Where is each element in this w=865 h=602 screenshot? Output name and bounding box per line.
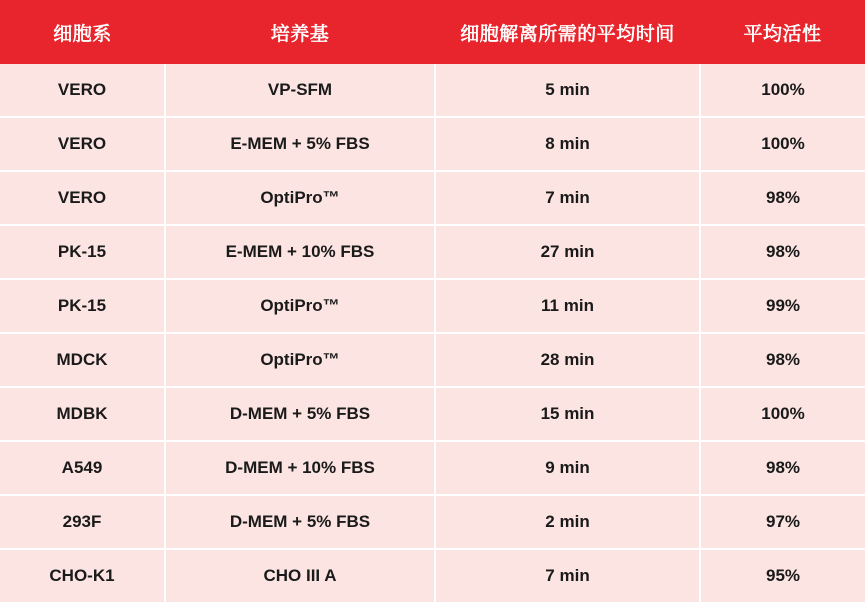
viability-value: 99% bbox=[700, 279, 865, 333]
table-row bbox=[0, 64, 865, 117]
viability-value: 100% bbox=[700, 64, 865, 117]
viability-value: 100% bbox=[700, 387, 865, 441]
table-row bbox=[0, 333, 865, 387]
medium-value: OptiPro™ bbox=[165, 171, 435, 225]
table-row bbox=[0, 117, 865, 171]
table-row bbox=[0, 387, 865, 441]
cell-line-value: CHO-K1 bbox=[0, 549, 165, 602]
cell-line-value: PK-15 bbox=[0, 225, 165, 279]
medium-value: D-MEM + 5% FBS bbox=[165, 387, 435, 441]
dissociation-time-value: 27 min bbox=[435, 225, 700, 279]
table-row bbox=[0, 171, 865, 225]
table-row bbox=[0, 279, 865, 333]
cell-line-value: VERO bbox=[0, 117, 165, 171]
viability-value: 98% bbox=[700, 225, 865, 279]
dissociation-time-value: 5 min bbox=[435, 64, 700, 117]
medium-value: CHO III A bbox=[165, 549, 435, 602]
table-header-row bbox=[0, 0, 865, 64]
dissociation-time-value: 11 min bbox=[435, 279, 700, 333]
viability-value: 98% bbox=[700, 333, 865, 387]
dissociation-time-value: 7 min bbox=[435, 549, 700, 602]
dissociation-time-value: 28 min bbox=[435, 333, 700, 387]
cell-line-value: MDBK bbox=[0, 387, 165, 441]
cell-line-value: A549 bbox=[0, 441, 165, 495]
medium-value: D-MEM + 10% FBS bbox=[165, 441, 435, 495]
medium-value: D-MEM + 5% FBS bbox=[165, 495, 435, 549]
cell-line-value: MDCK bbox=[0, 333, 165, 387]
column-header-average-viability: 平均活性 bbox=[700, 0, 865, 64]
cell-line-value: PK-15 bbox=[0, 279, 165, 333]
medium-value: OptiPro™ bbox=[165, 333, 435, 387]
cell-line-value: VERO bbox=[0, 64, 165, 117]
dissociation-time-value: 7 min bbox=[435, 171, 700, 225]
cell-line-value: 293F bbox=[0, 495, 165, 549]
table-body bbox=[0, 64, 865, 602]
table-row bbox=[0, 441, 865, 495]
medium-value: VP-SFM bbox=[165, 64, 435, 117]
viability-value: 95% bbox=[700, 549, 865, 602]
viability-value: 100% bbox=[700, 117, 865, 171]
column-header-medium: 培养基 bbox=[165, 0, 435, 64]
medium-value: OptiPro™ bbox=[165, 279, 435, 333]
medium-value: E-MEM + 10% FBS bbox=[165, 225, 435, 279]
viability-value: 98% bbox=[700, 441, 865, 495]
dissociation-time-value: 8 min bbox=[435, 117, 700, 171]
medium-value: E-MEM + 5% FBS bbox=[165, 117, 435, 171]
cell-line-value: VERO bbox=[0, 171, 165, 225]
column-header-dissociation-time: 细胞解离所需的平均时间 bbox=[435, 0, 700, 64]
dissociation-time-value: 15 min bbox=[435, 387, 700, 441]
dissociation-time-value: 2 min bbox=[435, 495, 700, 549]
dissociation-time-value: 9 min bbox=[435, 441, 700, 495]
viability-value: 98% bbox=[700, 171, 865, 225]
table-row bbox=[0, 225, 865, 279]
table-row bbox=[0, 549, 865, 602]
table-row bbox=[0, 495, 865, 549]
column-header-cell-line: 细胞系 bbox=[0, 0, 165, 64]
table-header bbox=[0, 0, 865, 64]
viability-value: 97% bbox=[700, 495, 865, 549]
